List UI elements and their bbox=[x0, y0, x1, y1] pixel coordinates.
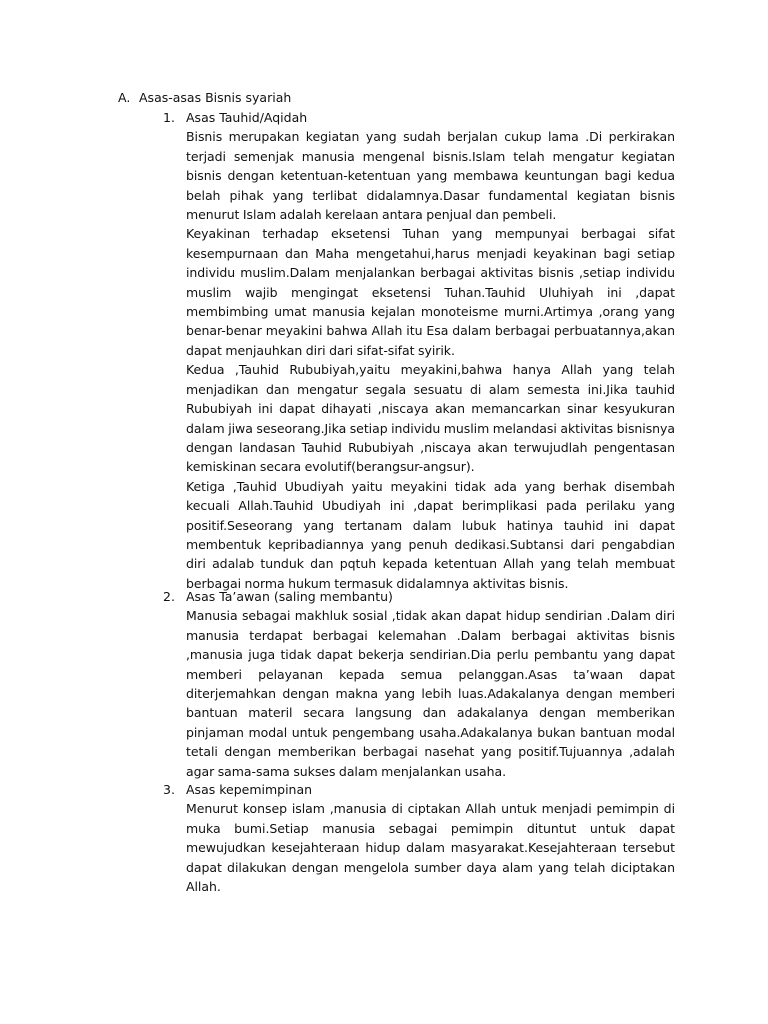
list-item-heading: Asas Tauhid/Aqidah bbox=[186, 110, 308, 125]
list-item-number: 3. bbox=[163, 782, 175, 797]
paragraph: Menurut konsep islam ,manusia di ciptakan Allah untuk menjadi pemimpin di muka bumi.Setiap manusia sebagai pemimpin dituntut untuk dapat mewujudkan kesejahteraan hidup dalam masyarakat.Kesejahteraan tersebut dapat dilakukan dengan mengelola sumber daya alam yang telah diciptakan Allah. bbox=[186, 801, 675, 895]
list-item-number: 2. bbox=[163, 589, 175, 604]
list-item-heading: Asas Ta’awan (saling membantu) bbox=[186, 589, 393, 604]
list-item-heading: Asas kepemimpinan bbox=[186, 782, 313, 797]
paragraph: Bisnis merupakan kegiatan yang sudah berjalan cukup lama .Di perkirakan terjadi semenjak manusia mengenal bisnis.Islam telah mengatur kegiatan bisnis dengan ketentuan-ketentuan yang membawa keuntungan bagi kedua belah pihak yang terlibat didalamnya.Dasar fundamental kegiatan bisnis menurut Islam adalah kerelaan antara penjual dan pembeli. bbox=[186, 129, 675, 223]
paragraph: Kedua ,Tauhid Rububiyah,yaitu meyakini,bahwa hanya Allah yang telah menjadikan dan mengatur segala sesuatu di alam semesta ini.Jika tauhid Rububiyah ini dapat dihayati ,niscaya akan memancarkan sinar kesyukuran dalam jiwa seseorang.Jika setiap individu muslim melandasi aktivitas bisnisnya dengan landasan Tauhid Rububiyah ,niscaya akan terwujudlah pengentasan kemiskinan secara evolutif(berangsur-angsur). bbox=[186, 362, 675, 475]
list-item-asas-taawan bbox=[163, 587, 675, 781]
section-title: Asas-asas Bisnis syariah bbox=[139, 90, 292, 105]
list-item-asas-kepemimpinan bbox=[163, 780, 675, 896]
section-marker: A. bbox=[118, 90, 131, 105]
section-heading bbox=[118, 88, 291, 107]
list-item-title bbox=[163, 780, 675, 799]
list-item-number: 1. bbox=[163, 110, 175, 125]
list-item-title bbox=[163, 587, 675, 606]
paragraph: Manusia sebagai makhluk sosial ,tidak akan dapat hidup sendirian .Dalam diri manusia terdapat berbagai kelemahan .Dalam berbagai aktivitas bisnis ,manusia juga tidak dapat bekerja sendirian.Dia perlu pembantu yang dapat memberi pelayanan kepada semua pelanggan.Asas ta’waan dapat diterjemahkan dengan makna yang lebih luas.Adakalanya dengan memberi bantuan materil secara langsung dan adakalanya dengan memberikan pinjaman modal untuk pengembang usaha.Adakalanya bukan bantuan modal tetali dengan memberikan berbagai nasehat yang positif.Tujuannya ,adalah agar sama-sama sukses dalam menjalankan usaha. bbox=[186, 608, 675, 779]
paragraph: Keyakinan terhadap eksetensi Tuhan yang mempunyai berbagai sifat kesempurnaan dan Maha mengetahui,harus menjadi keyakinan bagi setiap individu muslim.Dalam menjalankan berbagai aktivitas bisnis ,setiap individu muslim wajib mengingat eksetensi Tuhan.Tauhid Uluhiyah ini ,dapat membimbing umat manusia kejalan monoteisme murni.Artimya ,orang yang benar-benar meyakini bahwa Allah itu Esa dalam berbagai perbuatannya,akan dapat menjauhkan diri dari sifat-sifat syirik. bbox=[186, 226, 675, 358]
list-item-asas-tauhid bbox=[163, 108, 675, 593]
paragraph: Ketiga ,Tauhid Ubudiyah yaitu meyakini tidak ada yang berhak disembah kecuali Allah.Tauhid Ubudiyah ini ,dapat berimplikasi pada perilaku yang positif.Seseorang yang tertanam dalam lubuk hatinya tauhid ini dapat membentuk kepribadiannya yang penuh dedikasi.Subtansi dari pengabdian diri adalab tunduk dan pqtuh kepada ketentuan Allah yang telah membuat berbagai norma hukum termasuk didalamnya aktivitas bisnis. bbox=[186, 478, 675, 591]
list-item-title bbox=[163, 108, 675, 127]
